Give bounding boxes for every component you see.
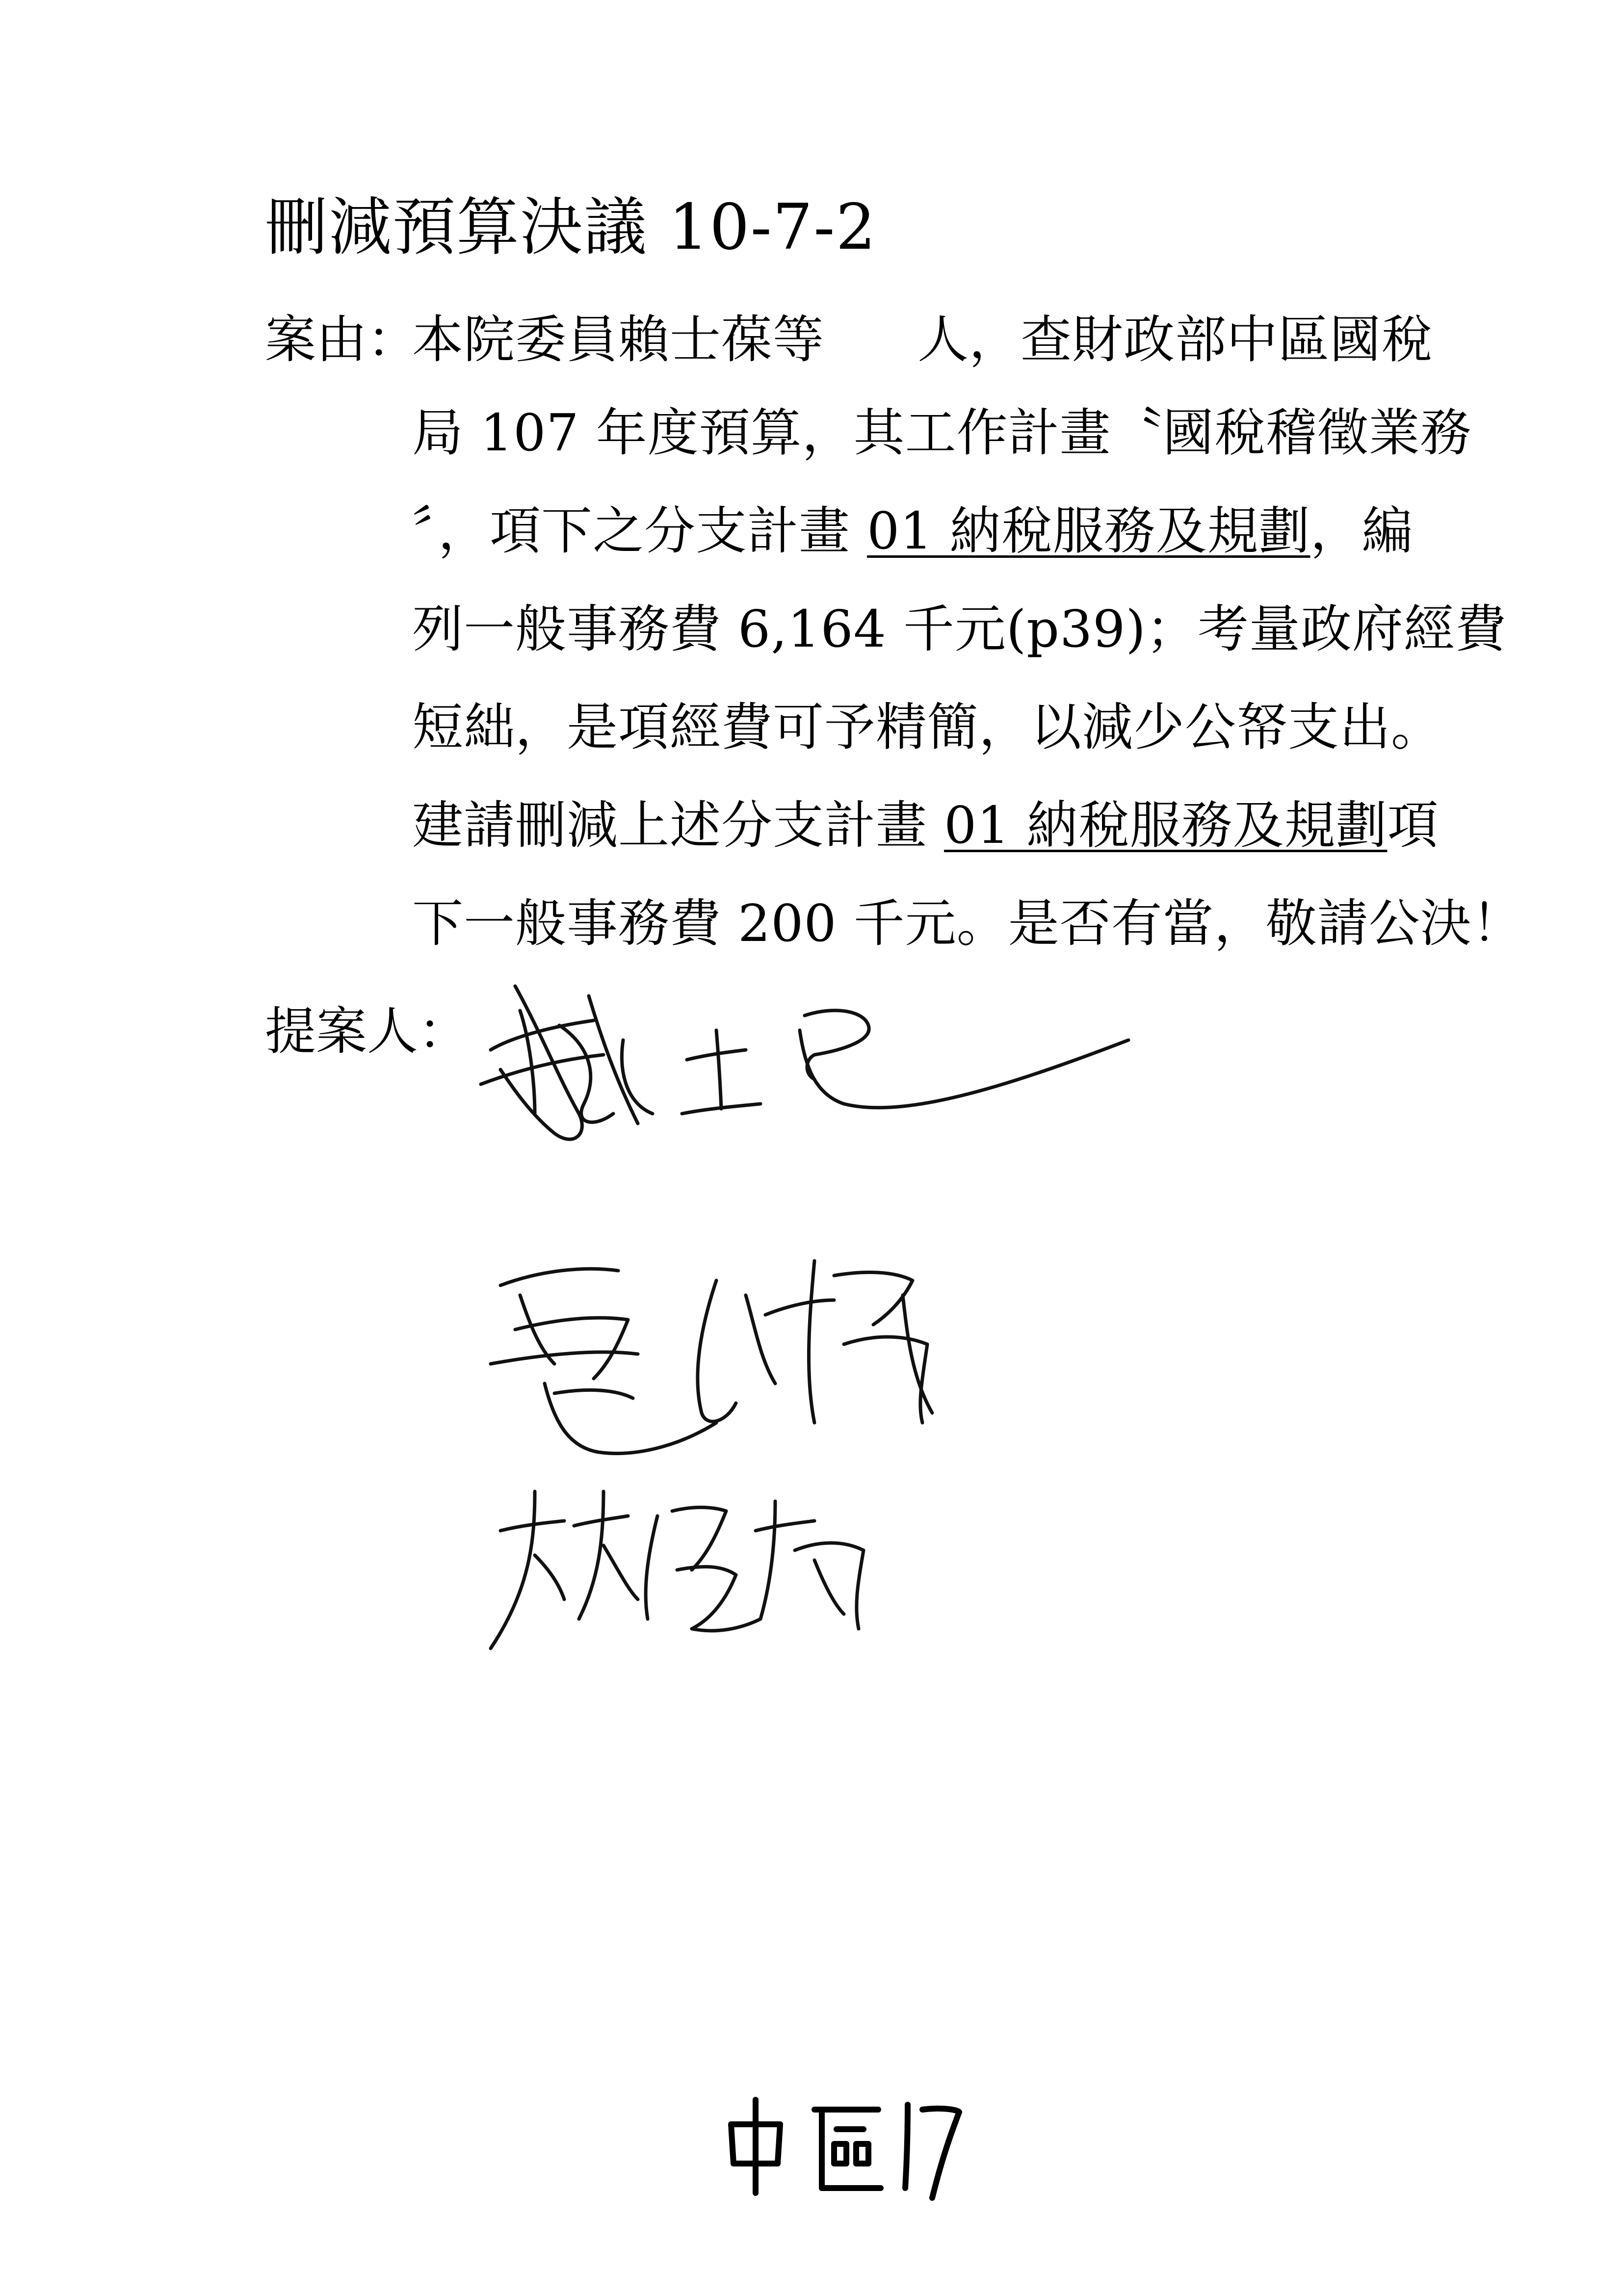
case-line (412, 310, 1433, 369)
case-label: 案由： (265, 310, 419, 369)
case-text: 短絀，是項經費可予精簡，以減少公帑支出。 (412, 697, 1443, 757)
case-text: 本院委員賴士葆等 (412, 310, 825, 369)
page-title: 刪減預算決議 10-7-2 (265, 191, 877, 264)
case-text: 列一般事務費 6,164 千元(p39)；考量政府經費 (412, 599, 1507, 659)
case-text: 人，查財政部中區國稅 (917, 310, 1433, 369)
case-line (412, 795, 1439, 855)
case-text: 〞，項下之分支計畫 (412, 501, 867, 561)
proposer-label: 提案人： (265, 1001, 470, 1061)
case-line (412, 599, 1507, 659)
signature-3 (481, 1472, 903, 1658)
signature-2 (471, 1217, 1011, 1491)
case-text: ，編 (1310, 501, 1414, 561)
footer-stamp (716, 2090, 962, 2208)
case-text: 下一般事務費 200 千元。是否有當，敬請公決！ (412, 893, 1523, 953)
case-text: 建請刪減上述分支計畫 (412, 795, 944, 855)
case-line (412, 501, 1414, 561)
case-text: 項 (1387, 795, 1439, 855)
underlined-text: 01 納稅服務及規劃 (867, 501, 1310, 561)
case-text: 局 107 年度預算，其工作計畫〝國稅稽徵業務 (412, 403, 1472, 463)
case-line (412, 893, 1523, 953)
underlined-text: 01 納稅服務及規劃 (944, 795, 1388, 855)
case-line (412, 697, 1443, 757)
case-line (412, 403, 1472, 463)
signature-1 (461, 957, 1158, 1202)
